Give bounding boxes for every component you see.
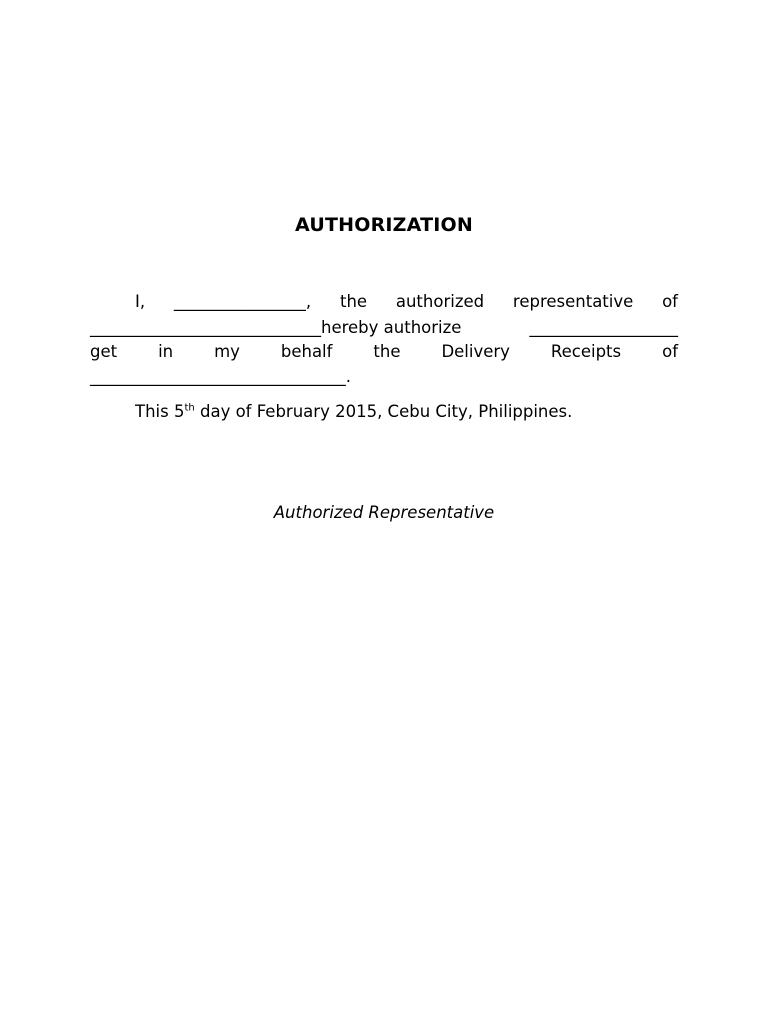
word: Delivery (441, 342, 510, 361)
word: representative (512, 292, 634, 311)
signature-label: Authorized Representative (273, 503, 495, 522)
word: the (339, 292, 368, 311)
word: authorized (395, 292, 485, 311)
date-suffix: day of February 2015, Cebu City, Philippines. (194, 402, 573, 421)
paragraph-line-4: _______________________________. (90, 367, 351, 386)
company-blank-authorize: ____________________________hereby authorize (90, 318, 462, 337)
word: of (662, 292, 678, 311)
document-title: AUTHORIZATION (295, 214, 473, 236)
word: get (90, 342, 118, 361)
word: behalf (280, 342, 333, 361)
name-blank: ________________, (173, 292, 312, 311)
date-line (135, 401, 572, 423)
authorized-person-blank: __________________ (529, 318, 678, 337)
word: of (662, 342, 678, 361)
date-prefix: This 5 (135, 402, 185, 421)
paragraph-line-2 (90, 317, 678, 339)
paragraph-line-3 (90, 341, 678, 363)
word: the (373, 342, 401, 361)
word: Receipts (550, 342, 622, 361)
word: my (214, 342, 240, 361)
word: in (158, 342, 174, 361)
word: I, (135, 292, 146, 311)
date-ordinal: th (184, 402, 195, 414)
paragraph-line-1 (135, 291, 678, 313)
